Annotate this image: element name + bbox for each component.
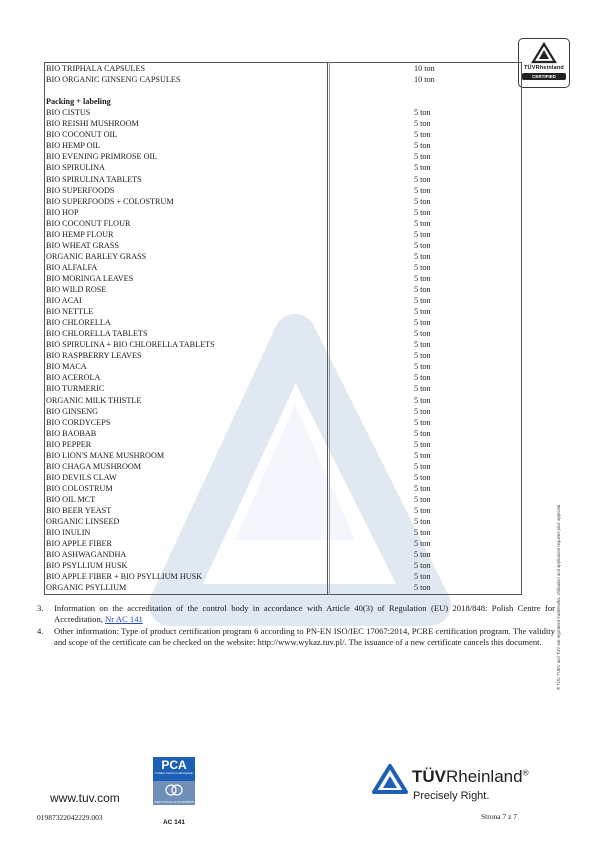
table-row (46, 229, 520, 240)
product-quantity: 5 ton (414, 506, 431, 515)
table-row (46, 582, 520, 593)
product-quantity: 5 ton (414, 550, 431, 560)
table-row (46, 284, 520, 295)
product-name: ORGANIC PSYLLIUM (46, 583, 127, 593)
product-name: BIO TURMERIC (46, 384, 105, 394)
product-quantity: 5 ton (414, 130, 431, 140)
product-quantity: 5 ton (414, 340, 431, 350)
product-quantity: 5 ton (414, 373, 431, 383)
table-row (46, 306, 520, 317)
table-row (46, 361, 520, 372)
tuv-certified-badge (518, 38, 570, 88)
table-row (46, 129, 520, 140)
product-quantity: 5 ton (414, 318, 431, 328)
table-row (46, 406, 520, 417)
product-name: BIO TRIPHALA CAPSULES (46, 64, 146, 73)
table-row (46, 350, 520, 361)
product-name: BIO APPLE FIBER (46, 539, 112, 549)
product-name: BIO CISTUS (46, 108, 91, 118)
product-quantity: 5 ton (414, 329, 431, 339)
table-row (46, 218, 520, 229)
product-quantity: 5 ton (414, 517, 431, 527)
product-quantity: 5 ton (414, 152, 431, 162)
table-row (46, 383, 520, 394)
pca-title: PCA (161, 758, 187, 772)
pca-logo-mid (153, 781, 195, 805)
product-name: BIO MORINGA LEAVES (46, 273, 134, 283)
product-quantity: 5 ton (414, 185, 431, 195)
product-quantity: 5 ton (414, 472, 431, 482)
table-row (46, 494, 520, 505)
document-number: 01987322042229.003 (37, 813, 103, 822)
registered-mark: ® (522, 768, 529, 778)
table-row (46, 295, 520, 306)
product-name: BIO SPIRULINA + BIO CHLORELLA TABLETS (46, 340, 215, 350)
product-quantity: 5 ton (414, 351, 431, 361)
table-row (46, 85, 520, 96)
product-name: ORGANIC BARLEY GRASS (46, 251, 147, 261)
product-quantity: 5 ton (414, 461, 431, 471)
product-quantity: 5 ton (414, 417, 431, 427)
tuv-tagline: Precisely Right. (413, 790, 490, 802)
note-4 (37, 626, 555, 648)
product-quantity: 5 ton (414, 561, 431, 571)
table-row (46, 107, 520, 118)
page-number: Strona 7 z 7 (481, 812, 518, 821)
product-name: BIO ASHWAGANDHA (46, 550, 127, 560)
product-quantity: 5 ton (414, 119, 431, 129)
product-name: BIO WHEAT GRASS (46, 240, 119, 250)
table-row (46, 339, 520, 350)
product-quantity: 5 ton (414, 218, 431, 228)
table-row (46, 483, 520, 494)
product-name: BIO CHLORELLA TABLETS (46, 329, 148, 339)
product-quantity: 10 ton (414, 75, 435, 85)
product-name: BIO REISHI MUSHROOM (46, 119, 139, 129)
table-row (46, 560, 520, 571)
tuv-rheinland-logo-icon (372, 764, 408, 794)
product-name: BIO HEMP FLOUR (46, 229, 114, 239)
badge-brand: TÜVRheinland (524, 65, 564, 71)
table-row (46, 428, 520, 439)
product-quantity: 10 ton (414, 64, 435, 73)
table-row (46, 571, 520, 582)
product-name: BIO GINSENG (46, 406, 99, 416)
product-name: BIO EVENING PRIMROSE OIL (46, 152, 158, 162)
table-row (46, 185, 520, 196)
table-row (46, 328, 520, 339)
product-name: BIO CORDYCEPS (46, 417, 111, 427)
product-quantity: 5 ton (414, 539, 431, 549)
table-row (46, 240, 520, 251)
product-quantity: 5 ton (414, 583, 431, 593)
product-name: BIO SUPERFOODS (46, 185, 115, 195)
product-quantity: 5 ton (414, 307, 431, 317)
table-row (46, 372, 520, 383)
trademark-notice: ® TÜV, TUEV and TUV are registered trademarks. Utilisation and application requires prior approval. (556, 503, 561, 690)
table-row (46, 151, 520, 162)
table-row (46, 63, 520, 74)
product-name: ORGANIC MILK THISTLE (46, 395, 142, 405)
product-quantity: 5 ton (414, 251, 431, 261)
product-name: BIO CHAGA MUSHROOM (46, 461, 142, 471)
product-quantity: 5 ton (414, 240, 431, 250)
pca-circles-icon (164, 783, 184, 797)
table-row (46, 207, 520, 218)
product-name: BIO SPIRULINA (46, 163, 105, 173)
table-row (46, 472, 520, 483)
product-quantity: 5 ton (414, 273, 431, 283)
tuv-triangle-icon (531, 42, 557, 64)
product-quantity: 5 ton (414, 572, 431, 582)
note-text: Information on the accreditation of the control body in accordance with Article 40(3) of Regulation (EU) 2018/848: Polish Centre for Accreditation, (54, 603, 555, 624)
product-quantity: 5 ton (414, 108, 431, 118)
tuv-brand-rest: Rheinland (446, 767, 523, 786)
product-quantity: 5 ton (414, 450, 431, 460)
note-text: Other information: Type of product certification program 6 according to PN-EN ISO/IEC 17067:2014, PCRE certification program. The validity and scope of the certificate can be checked on the website: http://www.wykaz.tuv.pl/. The issuance of a new certificate cancels this document. (54, 626, 555, 647)
product-name: BIO HOP (46, 207, 79, 217)
pca-code: AC 141 (162, 819, 186, 826)
pca-subtitle: Polskie Centrum Akredytacji (155, 771, 193, 775)
table-row (46, 505, 520, 516)
table-row (46, 417, 520, 428)
product-name: BIO SUPERFOODS + COLOSTRUM (46, 196, 174, 206)
table-row (46, 527, 520, 538)
product-quantity: 5 ton (414, 384, 431, 394)
accreditation-link[interactable]: Nr AC 141 (105, 614, 143, 624)
product-name: BIO COLOSTRUM (46, 483, 113, 493)
product-quantity: 5 ton (414, 428, 431, 438)
product-name: BIO ACAI (46, 296, 82, 306)
product-quantity: 5 ton (414, 262, 431, 272)
product-name: Packing + labeling (46, 97, 111, 107)
product-quantity: 5 ton (414, 483, 431, 493)
table-row (46, 516, 520, 527)
table-row (46, 538, 520, 549)
product-quantity: 5 ton (414, 494, 431, 504)
product-name: BIO ACEROLA (46, 373, 101, 383)
product-quantity: 5 ton (414, 296, 431, 306)
product-name: BIO BEER YEAST (46, 506, 112, 515)
product-name: BIO OIL MCT (46, 494, 96, 504)
product-name: BIO INULIN (46, 528, 91, 538)
table-row (46, 317, 520, 328)
product-quantity: 5 ton (414, 207, 431, 217)
table-row (46, 74, 520, 85)
table-row (46, 140, 520, 151)
table-row (46, 273, 520, 284)
pca-accreditation-logo (153, 757, 195, 826)
product-name: BIO SPIRULINA TABLETS (46, 174, 142, 184)
product-name: BIO MACA (46, 362, 87, 372)
product-name: ORGANIC LINSEED (46, 517, 120, 527)
product-name: BIO NETTLE (46, 307, 94, 317)
table-row (46, 118, 520, 129)
note-number: 3. (37, 603, 44, 613)
product-quantity: 5 ton (414, 395, 431, 405)
product-quantity: 5 ton (414, 439, 431, 449)
tuv-brand-bold: TÜV (412, 767, 446, 786)
note-3 (37, 603, 555, 625)
product-quantity: 5 ton (414, 406, 431, 416)
table-row (46, 162, 520, 173)
product-name: BIO ALFALFA (46, 262, 98, 272)
table-row (46, 251, 520, 262)
pca-logo-top (153, 757, 195, 781)
product-quantity: 5 ton (414, 174, 431, 184)
product-name: BIO BAOBAB (46, 428, 97, 438)
badge-label: CERTIFIED (522, 73, 566, 80)
product-name: BIO PEPPER (46, 439, 92, 449)
pca-mid-text: CERTYFIKACJA WYROBÓW (154, 800, 194, 804)
note-number: 4. (37, 626, 44, 636)
table-row (46, 439, 520, 450)
product-name: BIO APPLE FIBER + BIO PSYLLIUM HUSK (46, 572, 203, 582)
product-name: BIO CHLORELLA (46, 318, 111, 328)
product-quantity: 5 ton (414, 528, 431, 538)
product-quantity: 5 ton (414, 285, 431, 294)
product-quantity: 5 ton (414, 196, 431, 206)
product-name: BIO PSYLLIUM HUSK (46, 561, 128, 571)
table-row (46, 196, 520, 207)
table-row (46, 174, 520, 185)
product-quantity: 5 ton (414, 362, 431, 372)
product-name: BIO COCONUT OIL (46, 130, 118, 140)
product-name: BIO WILD ROSE (46, 285, 107, 294)
product-quantity: 5 ton (414, 163, 431, 173)
notes-list (37, 603, 555, 649)
product-name: BIO ORGANIC GINSENG CAPSULES (46, 75, 181, 85)
product-name: BIO DEVILS CLAW (46, 472, 117, 482)
website-text: www.tuv.com (50, 791, 120, 805)
table-row (46, 395, 520, 406)
product-name: BIO HEMP OIL (46, 141, 101, 151)
product-name: BIO RASPBERRY LEAVES (46, 351, 142, 361)
table-row (46, 450, 520, 461)
product-quantity: 5 ton (414, 141, 431, 151)
table-row (46, 461, 520, 472)
table-section-header (46, 96, 520, 107)
product-quantity: 5 ton (414, 229, 431, 239)
tuv-rheinland-wordmark (412, 767, 528, 787)
table-row (46, 549, 520, 560)
table-row (46, 262, 520, 273)
product-name: BIO LION'S MANE MUSHROOM (46, 450, 165, 460)
product-name: BIO COCONUT FLOUR (46, 218, 131, 228)
